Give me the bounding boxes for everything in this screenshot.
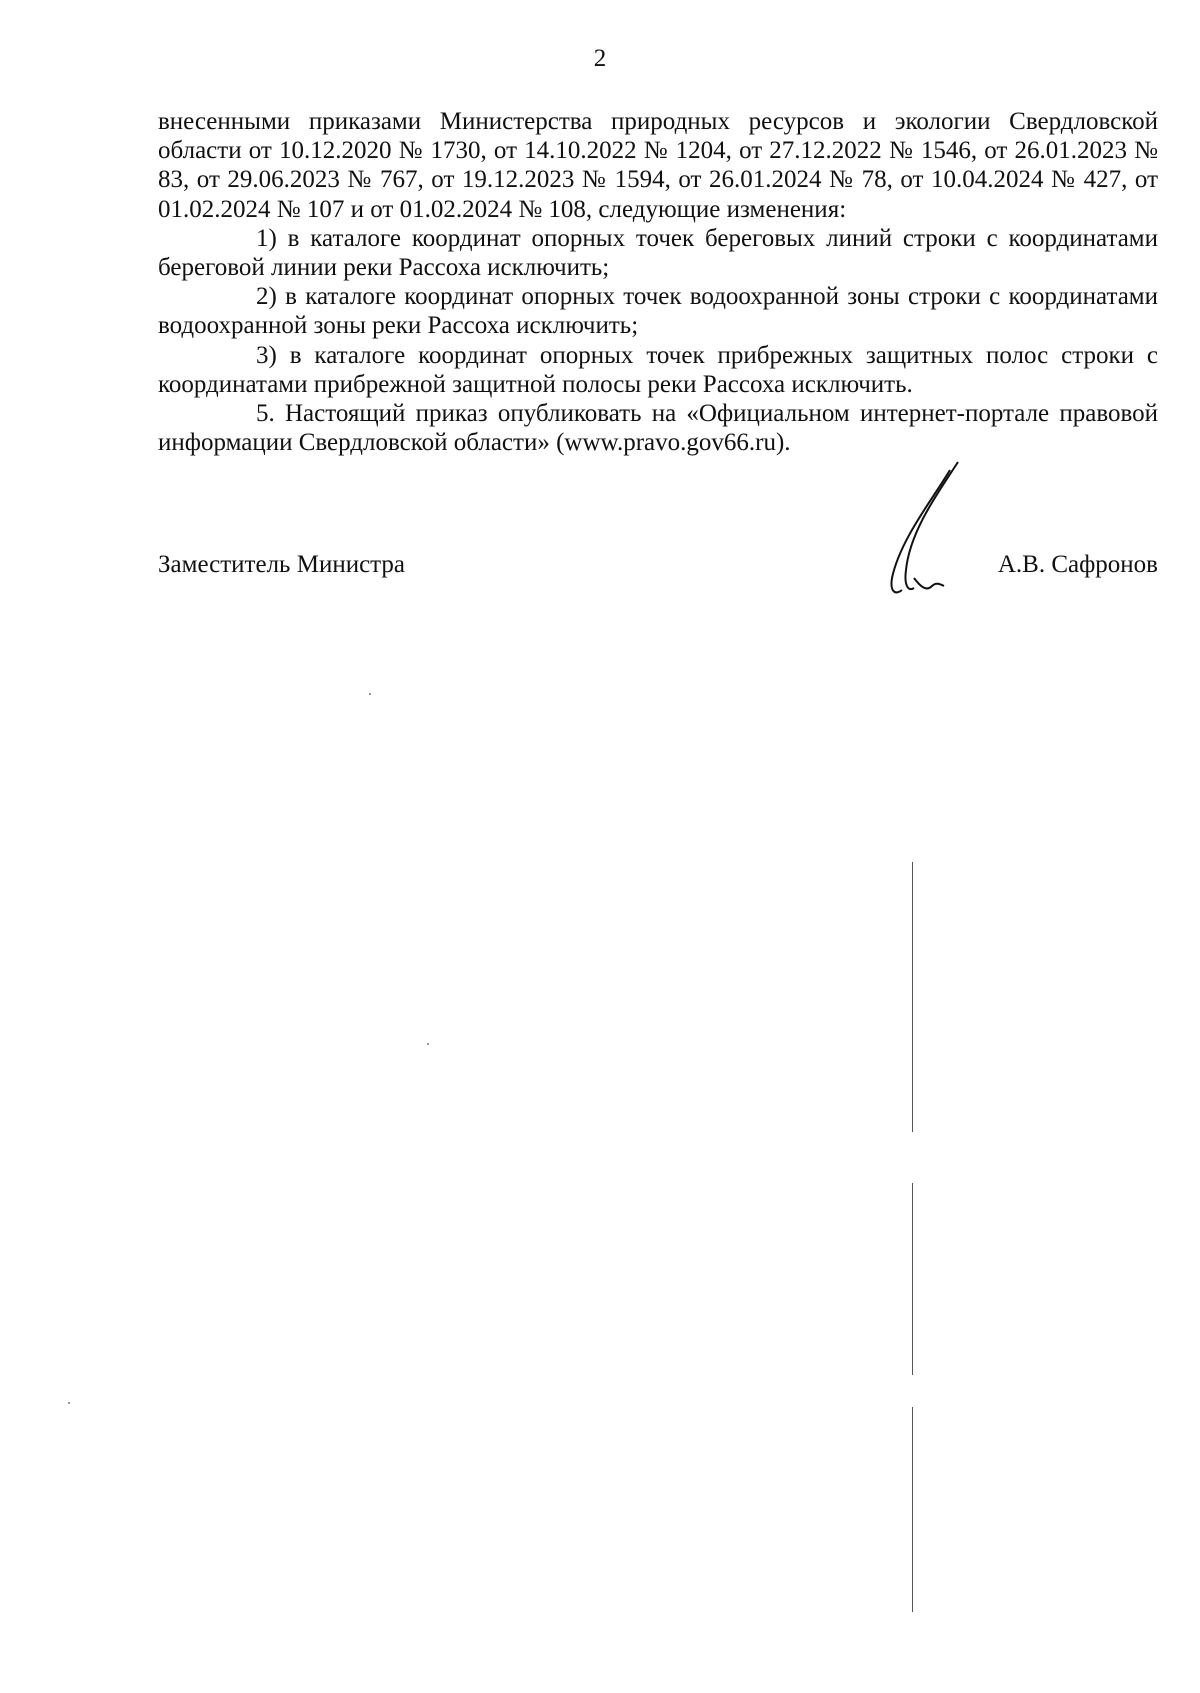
paragraph-item-2: 2) в каталоге координат опорных точек водоохранной зоны строки с координатами водоохранной зоны реки Рассоха исключить; (158, 283, 1158, 340)
paragraph-item-3: 3) в каталоге координат опорных точек прибрежных защитных полос строки с координатами прибрежной защитной полосы реки Рассоха исключить. (158, 341, 1158, 398)
scan-artifact-dot (369, 693, 371, 695)
scan-artifact-dot (68, 1402, 70, 1404)
scan-artifact-dot (427, 1043, 429, 1045)
scan-artifact-line (912, 862, 913, 1132)
scan-artifact-line (912, 1407, 913, 1612)
signer-name: А.В. Сафронов (997, 551, 1158, 578)
handwritten-signature (880, 460, 970, 600)
page-number: 2 (593, 45, 607, 72)
scan-artifact-line (912, 1183, 913, 1375)
paragraph-item-1: 1) в каталоге координат опорных точек береговых линий строки с координатами береговой линии реки Рассоха исключить; (158, 224, 1158, 282)
signer-position: Заместитель Министра (158, 551, 405, 578)
paragraph-amendments-intro: внесенными приказами Министерства природных ресурсов и экологии Свердловской области от 10.12.2020 № 1730, от 14.10.2022 № 1204, от 27.12.2022 № 1546, от 26.01.2023 № 83, от 29.06.2023 № 767, от 19.12.2023 № 1594, от 26.01.2024 № 78, от 10.04.2024 № 427, от 01.02.2024 № 107 и от 01.02.2024 № 108, следующие изменения: (158, 108, 1158, 223)
signature-block (158, 550, 1158, 586)
paragraph-item-5: 5. Настоящий приказ опубликовать на «Официальном интернет-портале правовой информации Свердловской области» (www.pravo.gov66.ru). (158, 400, 1158, 457)
document-body (158, 107, 1158, 457)
